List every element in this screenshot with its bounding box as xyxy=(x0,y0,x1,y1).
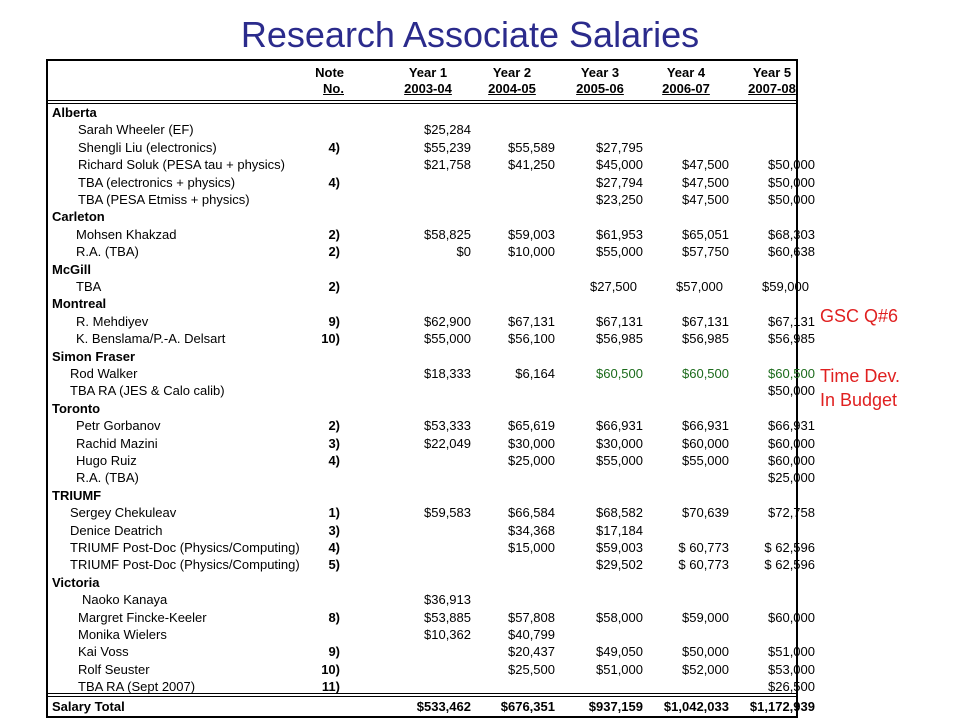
year-header-4 xyxy=(643,65,729,97)
year-period: 2004-05 xyxy=(488,81,536,96)
salary-cell: $50,000 xyxy=(682,644,729,660)
total-row xyxy=(48,698,815,715)
salary-cell: $10,362 xyxy=(424,627,471,642)
year-header-3 xyxy=(557,65,643,97)
table-row xyxy=(48,313,815,330)
salary-cell: $60,500 xyxy=(768,366,815,381)
year-label: Year 4 xyxy=(666,65,706,80)
salary-cell: $51,000 xyxy=(768,644,815,660)
row-label: Margret Fincke-Keeler xyxy=(78,609,207,625)
salary-cell: $59,000 xyxy=(762,279,809,294)
salary-cell: $53,885 xyxy=(424,609,471,625)
salary-cell: $23,250 xyxy=(596,192,643,207)
salary-cell: $50,000 xyxy=(768,157,815,173)
note-number: 1) xyxy=(328,505,340,521)
row-label: Shengli Liu (electronics) xyxy=(78,139,217,155)
year-header-2 xyxy=(469,65,555,97)
table-row xyxy=(48,539,815,556)
salary-cell: $66,931 xyxy=(682,418,729,434)
year-period: 2005-06 xyxy=(576,81,624,96)
note-number: 3) xyxy=(328,522,340,538)
table-row xyxy=(48,556,815,573)
row-label: Sergey Chekuleav xyxy=(70,505,177,521)
table-row xyxy=(48,382,815,399)
table-row xyxy=(48,156,815,173)
note-header xyxy=(310,65,344,97)
salary-cell: $57,000 xyxy=(676,279,723,294)
salary-cell: $ 60,773 xyxy=(678,557,729,573)
salary-cell: $55,000 xyxy=(596,453,643,468)
year-period: 2007-08 xyxy=(748,81,796,96)
salary-cell: $10,000 xyxy=(508,244,555,260)
note-number: 4) xyxy=(328,453,340,468)
salary-cell: $25,000 xyxy=(768,470,815,486)
salary-cell: $60,000 xyxy=(768,453,815,468)
salary-cell: $30,000 xyxy=(596,435,643,451)
table-row xyxy=(48,226,815,243)
salary-cell: $ 62,596 xyxy=(764,557,815,573)
salary-cell: $47,500 xyxy=(682,157,729,173)
salary-cell: $55,000 xyxy=(596,244,643,260)
salary-cell: $22,049 xyxy=(424,435,471,451)
total-label: Salary Total xyxy=(52,699,125,714)
note-number: 2) xyxy=(328,279,340,294)
salary-cell: $66,931 xyxy=(596,418,643,434)
salary-cell: $67,131 xyxy=(682,313,729,329)
section-label: Alberta xyxy=(52,105,97,120)
side-note-time-dev: Time Dev. xyxy=(820,366,901,386)
salary-cell: $61,953 xyxy=(596,226,643,242)
section-label: McGill xyxy=(52,261,92,277)
note-number: 3) xyxy=(328,435,340,451)
salary-cell: $41,250 xyxy=(508,157,555,173)
salary-cell: $70,639 xyxy=(682,505,729,521)
note-number: 8) xyxy=(328,609,340,625)
row-label: Naoko Kanaya xyxy=(82,592,168,608)
section-label: Simon Fraser xyxy=(52,348,136,364)
salary-cell: $55,239 xyxy=(424,139,471,155)
salary-cell: $65,619 xyxy=(508,418,555,434)
note-number: 5) xyxy=(328,557,340,573)
salary-cell: $17,184 xyxy=(596,522,643,538)
table-row xyxy=(48,174,815,191)
section-label: Toronto xyxy=(52,400,101,416)
salary-cell: $55,000 xyxy=(682,453,729,468)
table-row xyxy=(48,591,796,608)
note-number: 11) xyxy=(321,679,340,695)
row-label: Sarah Wheeler (EF) xyxy=(78,122,194,138)
note-number: 2) xyxy=(328,226,340,242)
salary-cell: $50,000 xyxy=(768,192,815,207)
section-row xyxy=(48,348,796,365)
salary-cell: $18,333 xyxy=(424,366,471,381)
row-label: TBA RA (Sept 2007) xyxy=(78,679,196,695)
row-label: Mohsen Khakzad xyxy=(76,226,177,242)
row-label: TBA (PESA Etmiss + physics) xyxy=(78,192,250,207)
salary-cell: $21,758 xyxy=(424,157,471,173)
year-label: Year 5 xyxy=(752,65,792,80)
row-label: Rachid Mazini xyxy=(76,435,158,451)
salary-cell: $55,589 xyxy=(508,139,555,155)
salary-cell: $25,000 xyxy=(508,453,555,468)
row-label: Richard Soluk (PESA tau + physics) xyxy=(78,157,286,173)
note-number: 4) xyxy=(328,540,340,555)
table-row xyxy=(48,191,815,208)
salary-cell: $58,825 xyxy=(424,226,471,242)
note-number: 10) xyxy=(321,331,340,347)
section-row xyxy=(48,104,796,121)
salary-cell: $50,000 xyxy=(768,174,815,190)
section-label: Montreal xyxy=(52,296,107,312)
row-label: Rolf Seuster xyxy=(78,661,150,677)
table-row xyxy=(48,626,796,643)
salary-cell: $66,931 xyxy=(768,418,815,434)
total-cell: $1,042,033 xyxy=(663,699,729,714)
salary-cell: $0 xyxy=(456,244,471,260)
slide-title: Research Associate Salaries xyxy=(240,14,700,55)
salary-cell: $60,500 xyxy=(682,366,729,381)
salary-cell: $47,500 xyxy=(682,174,729,190)
salary-cell: $67,131 xyxy=(768,313,815,329)
salary-cell: $62,900 xyxy=(424,313,471,329)
year-header-1 xyxy=(385,65,471,97)
table-row xyxy=(48,243,815,260)
row-label: R. Mehdiyev xyxy=(76,313,149,329)
year-period: 2003-04 xyxy=(404,81,452,96)
row-label: TBA xyxy=(76,279,102,294)
note-number: 10) xyxy=(321,661,340,677)
salary-cell: $34,368 xyxy=(508,522,555,538)
note-number: 9) xyxy=(328,313,340,329)
salary-cell: $25,284 xyxy=(424,122,471,138)
salary-cell: $59,583 xyxy=(424,505,471,521)
salary-cell: $60,500 xyxy=(596,366,643,381)
total-cell: $676,351 xyxy=(500,699,555,714)
salary-cell: $15,000 xyxy=(508,540,555,555)
row-label: R.A. (TBA) xyxy=(76,244,139,260)
table-row xyxy=(48,139,796,156)
salary-cell: $67,131 xyxy=(508,313,555,329)
salary-cell: $29,502 xyxy=(596,557,643,573)
salary-cell: $56,100 xyxy=(508,331,555,347)
salary-cell: $47,500 xyxy=(682,192,729,207)
section-row xyxy=(48,574,796,591)
salary-table xyxy=(46,59,815,718)
row-label: Denice Deatrich xyxy=(70,522,163,538)
salary-cell: $45,000 xyxy=(596,157,643,173)
row-label: Monika Wielers xyxy=(78,627,167,642)
salary-cell: $68,303 xyxy=(768,226,815,242)
salary-cell: $56,985 xyxy=(682,331,729,347)
row-label: R.A. (TBA) xyxy=(76,470,139,486)
table-row xyxy=(48,661,815,678)
salary-cell: $67,131 xyxy=(596,313,643,329)
salary-cell: $52,000 xyxy=(682,661,729,677)
salary-cell: $60,638 xyxy=(768,244,815,260)
salary-cell: $55,000 xyxy=(424,331,471,347)
salary-cell: $27,500 xyxy=(590,279,637,294)
salary-cell: $59,000 xyxy=(682,609,729,625)
row-label: Petr Gorbanov xyxy=(76,418,161,434)
salary-cell: $49,050 xyxy=(596,644,643,660)
section-row xyxy=(48,295,796,312)
section-row xyxy=(48,487,796,504)
note-header-line2: No. xyxy=(323,81,344,96)
section-row xyxy=(48,400,796,417)
salary-cell: $50,000 xyxy=(768,383,815,399)
table-row xyxy=(48,121,796,138)
note-header-line1: Note xyxy=(315,65,344,80)
salary-cell: $53,000 xyxy=(768,661,815,677)
salary-cell: $59,003 xyxy=(596,540,643,555)
year-label: Year 1 xyxy=(408,65,448,80)
note-number: 2) xyxy=(328,244,340,260)
note-number: 4) xyxy=(328,139,340,155)
salary-cell: $57,750 xyxy=(682,244,729,260)
salary-cell: $ 62,596 xyxy=(764,540,815,555)
table-row xyxy=(48,469,815,486)
salary-cell: $57,808 xyxy=(508,609,555,625)
note-number: 9) xyxy=(328,644,340,660)
table-row xyxy=(48,435,815,452)
year-header-5 xyxy=(729,65,815,97)
salary-cell: $27,794 xyxy=(596,174,643,190)
salary-cell: $36,913 xyxy=(424,592,471,608)
note-number: 4) xyxy=(328,174,340,190)
salary-cell: $68,582 xyxy=(596,505,643,521)
total-cell: $1,172,939 xyxy=(749,699,815,714)
year-label: Year 2 xyxy=(492,65,532,80)
salary-cell: $72,758 xyxy=(768,505,815,521)
table-row xyxy=(48,504,815,521)
salary-cell: $ 60,773 xyxy=(678,540,729,555)
salary-cell: $60,000 xyxy=(682,435,729,451)
row-label: TRIUMF Post-Doc (Physics/Computing) xyxy=(70,557,300,573)
section-label: TRIUMF xyxy=(52,487,102,503)
salary-cell: $56,985 xyxy=(596,331,643,347)
section-row xyxy=(48,208,796,225)
year-label: Year 3 xyxy=(580,65,620,80)
row-label: TBA RA (JES & Calo calib) xyxy=(70,383,225,399)
section-label: Carleton xyxy=(52,209,105,225)
note-number: 2) xyxy=(328,418,340,434)
row-label: Rod Walker xyxy=(70,366,138,381)
salary-cell: $27,795 xyxy=(596,139,643,155)
row-label: Hugo Ruiz xyxy=(76,453,137,468)
salary-cell: $60,000 xyxy=(768,435,815,451)
salary-cell: $26,500 xyxy=(768,679,815,695)
salary-cell: $40,799 xyxy=(508,627,555,642)
salary-cell: $51,000 xyxy=(596,661,643,677)
section-row xyxy=(48,261,796,278)
total-cell: $937,159 xyxy=(588,699,643,714)
salary-cell: $59,003 xyxy=(508,226,555,242)
salary-cell: $65,051 xyxy=(682,226,729,242)
salary-cell: $66,584 xyxy=(508,505,555,521)
table-row xyxy=(48,417,815,434)
salary-cell: $58,000 xyxy=(596,609,643,625)
table-row xyxy=(48,278,809,295)
row-label: Kai Voss xyxy=(78,644,129,660)
salary-cell: $30,000 xyxy=(508,435,555,451)
table-row xyxy=(48,643,815,660)
section-label: Victoria xyxy=(52,574,100,590)
table-row xyxy=(48,365,815,382)
total-cell: $533,462 xyxy=(416,699,471,714)
salary-cell: $6,164 xyxy=(515,366,555,381)
table-row xyxy=(48,452,815,469)
row-label: TRIUMF Post-Doc (Physics/Computing) xyxy=(70,540,300,555)
row-label: TBA (electronics + physics) xyxy=(78,174,236,190)
salary-cell: $20,437 xyxy=(508,644,555,660)
year-period: 2006-07 xyxy=(662,81,710,96)
table-row xyxy=(48,609,815,626)
side-note-gsc: GSC Q#6 xyxy=(820,306,899,326)
salary-cell: $53,333 xyxy=(424,418,471,434)
table-row xyxy=(48,330,815,347)
salary-cell: $56,985 xyxy=(768,331,815,347)
salary-cell: $25,500 xyxy=(508,661,555,677)
side-note-in-budget: In Budget xyxy=(820,390,898,410)
salary-cell: $60,000 xyxy=(768,609,815,625)
row-label: K. Benslama/P.-A. Delsart xyxy=(76,331,226,347)
table-row xyxy=(48,522,796,539)
